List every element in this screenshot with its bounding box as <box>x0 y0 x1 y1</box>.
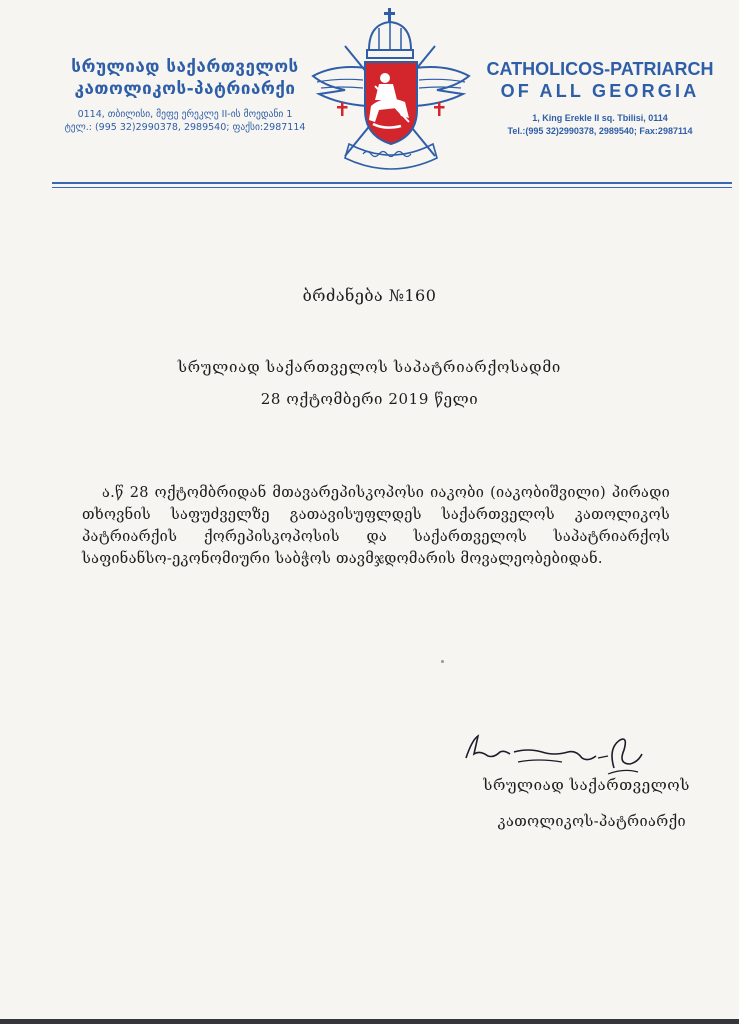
document-date: 28 ოქტომბერი 2019 წელი <box>260 390 479 408</box>
order-body-text: ა.წ 28 ოქტომბრიდან მთავარეპისკოპოსი იაკობი (იაკობიშვილი) პირადი თხოვნის საფუძველზე გათავისუფლდეს საქართველოს კათოლიკოს პატრიარქის ქორეპისკოპოსის და საქართველოს საპატრიარქოს საფინანსო-ეკონომიური საბჭოს თავმჯდომარის მოვალეობებიდან. <box>82 485 670 567</box>
letterhead-name-line2-en: OF ALL GEORGIA <box>500 81 700 101</box>
letterhead-address-en: 1, King Erekle II sq. Tbilisi, 0114 <box>532 113 668 123</box>
letterhead-phone-ka: ტელ.: (995 32)2990378, 2989540; ფაქსი:2987114 <box>64 122 306 133</box>
letterhead-right <box>480 58 720 138</box>
paper-speck <box>441 660 444 663</box>
letterhead-name-line2-ka: კათოლიკოს-პატრიარქი <box>74 79 296 99</box>
letterhead-phone-en: Tel.:(995 32)2990378, 2989540; Fax:2987114 <box>507 126 693 136</box>
letterhead-name-line1-ka: სრულიად საქართველოს <box>71 57 299 77</box>
letterhead-left <box>50 56 320 134</box>
coat-of-arms-icon <box>305 6 477 182</box>
order-title: ბრძანება №160 <box>302 286 437 305</box>
letterhead-address-ka: 0114, თბილისი, მეფე ერეკლე II-ის მოედანი 1 <box>77 109 293 120</box>
signatory-title-line2: კათოლიკოს-პატრიარქი <box>497 814 686 830</box>
scan-bottom-edge <box>0 1019 739 1024</box>
letterhead-name-line1-en: CATHOLICOS-PATRIARCH <box>486 59 714 79</box>
letterhead-divider-thin <box>52 187 732 188</box>
addressee: სრულიად საქართველოს საპატრიარქოსადმი <box>177 358 562 376</box>
signatory-title-line1: სრულიად საქართველოს <box>483 776 690 794</box>
letterhead-divider <box>52 182 732 184</box>
